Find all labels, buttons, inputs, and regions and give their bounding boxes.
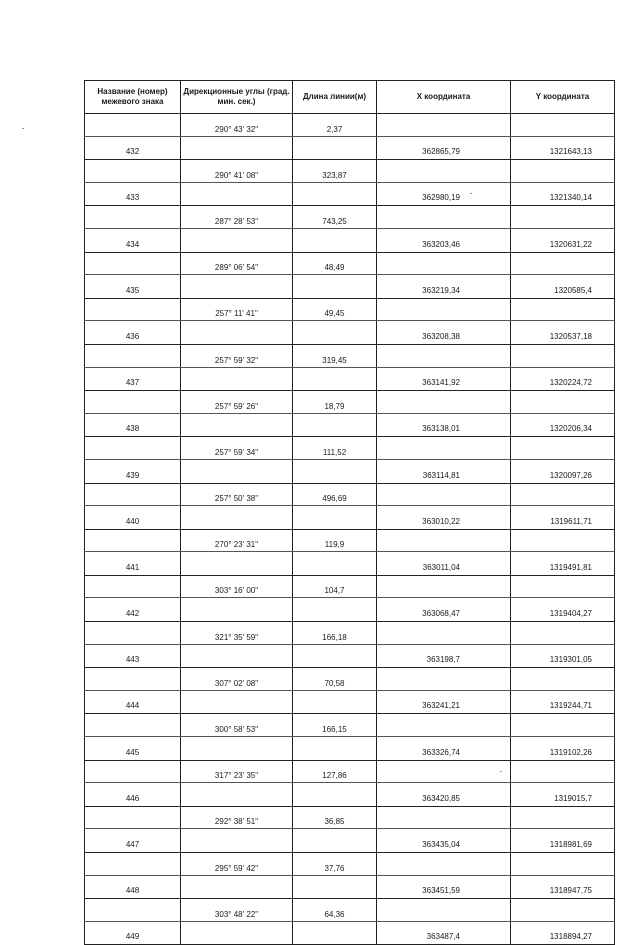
angle-cell: 303° 16' 00" xyxy=(181,575,293,598)
x-cell: 363241,21 xyxy=(377,690,511,714)
length-cell: 48,49 xyxy=(293,252,377,275)
length-cell xyxy=(293,921,377,945)
y-cell xyxy=(511,899,615,922)
y-cell: 1318894,27 xyxy=(511,921,615,945)
angle-cell: 287° 28' 53" xyxy=(181,206,293,229)
angle-cell: 257° 11' 41" xyxy=(181,298,293,321)
table-row-line xyxy=(85,575,615,598)
y-cell: 1319301,05 xyxy=(511,644,615,668)
x-cell: 363420,85 xyxy=(377,783,511,807)
x-cell xyxy=(377,437,511,460)
length-cell: 166,15 xyxy=(293,714,377,737)
angle-cell: 257° 50' 38" xyxy=(181,483,293,506)
name-cell xyxy=(85,575,181,598)
header-angle: Дирекционные углы (град. мин. сек.) xyxy=(181,81,293,114)
table-row-line xyxy=(85,899,615,922)
length-cell: 127,86 xyxy=(293,760,377,783)
length-cell: 49,45 xyxy=(293,298,377,321)
x-cell xyxy=(377,575,511,598)
name-cell xyxy=(85,437,181,460)
name-cell: 432 xyxy=(85,136,181,160)
x-cell: 363208,38 xyxy=(377,321,511,345)
y-cell: 1319491,81 xyxy=(511,552,615,576)
angle-cell: 289° 06' 54" xyxy=(181,252,293,275)
name-cell: 448 xyxy=(85,875,181,899)
y-cell: 1319244,71 xyxy=(511,690,615,714)
angle-cell xyxy=(181,228,293,252)
angle-cell xyxy=(181,506,293,530)
x-cell: 362980,19 xyxy=(377,182,511,206)
length-cell: 2,37 xyxy=(293,114,377,137)
header-name: Название (номер) межевого знака xyxy=(85,81,181,114)
length-cell xyxy=(293,136,377,160)
angle-cell xyxy=(181,921,293,945)
length-cell xyxy=(293,875,377,899)
x-cell: 363114,81 xyxy=(377,459,511,483)
angle-cell xyxy=(181,690,293,714)
length-cell xyxy=(293,644,377,668)
table-row-point xyxy=(85,367,615,391)
table-row-point xyxy=(85,228,615,252)
y-cell xyxy=(511,298,615,321)
x-cell xyxy=(377,622,511,645)
table-row-point xyxy=(85,644,615,668)
angle-cell xyxy=(181,783,293,807)
length-cell: 496,69 xyxy=(293,483,377,506)
name-cell: 438 xyxy=(85,413,181,437)
x-cell xyxy=(377,252,511,275)
x-cell: 363011,04 xyxy=(377,552,511,576)
name-cell xyxy=(85,483,181,506)
angle-cell xyxy=(181,182,293,206)
x-cell: 363010,22 xyxy=(377,506,511,530)
x-cell: 363138,01 xyxy=(377,413,511,437)
y-cell xyxy=(511,714,615,737)
name-cell: 447 xyxy=(85,829,181,853)
table-row-point xyxy=(85,783,615,807)
header-length: Длина линии(м) xyxy=(293,81,377,114)
length-cell xyxy=(293,459,377,483)
table-row-point xyxy=(85,690,615,714)
length-cell: 743,25 xyxy=(293,206,377,229)
name-cell xyxy=(85,298,181,321)
table-row-line xyxy=(85,437,615,460)
table-row-line xyxy=(85,252,615,275)
length-cell xyxy=(293,829,377,853)
table-row-line xyxy=(85,206,615,229)
table-row-point xyxy=(85,737,615,761)
table-row-point xyxy=(85,552,615,576)
y-cell: 1318981,69 xyxy=(511,829,615,853)
x-cell xyxy=(377,391,511,414)
angle-cell: 303° 48' 22" xyxy=(181,899,293,922)
table-row-point xyxy=(85,829,615,853)
y-cell xyxy=(511,806,615,829)
y-cell xyxy=(511,206,615,229)
scan-artifact xyxy=(22,128,24,129)
angle-cell: 257° 59' 34" xyxy=(181,437,293,460)
length-cell xyxy=(293,506,377,530)
table-row-line xyxy=(85,806,615,829)
name-cell: 441 xyxy=(85,552,181,576)
y-cell xyxy=(511,529,615,552)
y-cell xyxy=(511,622,615,645)
x-cell xyxy=(377,344,511,367)
length-cell xyxy=(293,690,377,714)
x-cell xyxy=(377,114,511,137)
x-cell xyxy=(377,483,511,506)
y-cell: 1319102,26 xyxy=(511,737,615,761)
angle-cell: 270° 23' 31" xyxy=(181,529,293,552)
table-row-line xyxy=(85,668,615,691)
x-cell: 363141,92 xyxy=(377,367,511,391)
name-cell: 434 xyxy=(85,228,181,252)
angle-cell xyxy=(181,275,293,299)
y-cell: 1320585,4 xyxy=(511,275,615,299)
x-cell xyxy=(377,668,511,691)
table-row-line xyxy=(85,344,615,367)
x-cell xyxy=(377,714,511,737)
x-cell xyxy=(377,298,511,321)
header-x: X координата xyxy=(377,81,511,114)
length-cell: 319,45 xyxy=(293,344,377,367)
y-cell xyxy=(511,483,615,506)
y-cell xyxy=(511,391,615,414)
x-cell xyxy=(377,806,511,829)
table-row-line xyxy=(85,622,615,645)
table-row-point xyxy=(85,921,615,945)
y-cell xyxy=(511,853,615,876)
angle-cell xyxy=(181,552,293,576)
name-cell: 440 xyxy=(85,506,181,530)
length-cell xyxy=(293,737,377,761)
table-row-line xyxy=(85,391,615,414)
table-row-point xyxy=(85,459,615,483)
name-cell: 446 xyxy=(85,783,181,807)
angle-cell: 307° 02' 08" xyxy=(181,668,293,691)
name-cell xyxy=(85,114,181,137)
name-cell xyxy=(85,206,181,229)
name-cell: 437 xyxy=(85,367,181,391)
x-cell xyxy=(377,760,511,783)
length-cell xyxy=(293,275,377,299)
name-cell: 449 xyxy=(85,921,181,945)
y-cell: 1319611,71 xyxy=(511,506,615,530)
angle-cell: 295° 59' 42" xyxy=(181,853,293,876)
angle-cell xyxy=(181,413,293,437)
table-row-point xyxy=(85,506,615,530)
angle-cell: 292° 38' 51" xyxy=(181,806,293,829)
name-cell: 445 xyxy=(85,737,181,761)
angle-cell xyxy=(181,737,293,761)
table-row-point xyxy=(85,275,615,299)
y-cell xyxy=(511,114,615,137)
name-cell: 436 xyxy=(85,321,181,345)
name-cell: 443 xyxy=(85,644,181,668)
length-cell: 37,76 xyxy=(293,853,377,876)
y-cell xyxy=(511,760,615,783)
name-cell xyxy=(85,806,181,829)
x-cell: 362865,79 xyxy=(377,136,511,160)
x-cell: 363451,59 xyxy=(377,875,511,899)
length-cell xyxy=(293,228,377,252)
length-cell: 111,52 xyxy=(293,437,377,460)
angle-cell xyxy=(181,875,293,899)
y-cell: 1319404,27 xyxy=(511,598,615,622)
y-cell xyxy=(511,252,615,275)
table-row-line xyxy=(85,853,615,876)
angle-cell: 257° 59' 26" xyxy=(181,391,293,414)
y-cell xyxy=(511,344,615,367)
header-y: Y координата xyxy=(511,81,615,114)
x-cell: 363487,4 xyxy=(377,921,511,945)
table-row-point xyxy=(85,598,615,622)
angle-cell xyxy=(181,367,293,391)
table-row-line xyxy=(85,760,615,783)
table-row-line xyxy=(85,298,615,321)
table-row-line xyxy=(85,160,615,183)
scan-artifact xyxy=(500,771,502,772)
y-cell: 1318947,75 xyxy=(511,875,615,899)
x-cell: 363068,47 xyxy=(377,598,511,622)
table-row-point xyxy=(85,875,615,899)
name-cell xyxy=(85,714,181,737)
x-cell xyxy=(377,160,511,183)
name-cell: 435 xyxy=(85,275,181,299)
length-cell: 104,7 xyxy=(293,575,377,598)
x-cell: 363326,74 xyxy=(377,737,511,761)
angle-cell: 290° 41' 08" xyxy=(181,160,293,183)
length-cell: 70,58 xyxy=(293,668,377,691)
table-row-point xyxy=(85,136,615,160)
angle-cell xyxy=(181,644,293,668)
x-cell: 363198,7 xyxy=(377,644,511,668)
name-cell xyxy=(85,344,181,367)
name-cell: 444 xyxy=(85,690,181,714)
y-cell xyxy=(511,160,615,183)
angle-cell xyxy=(181,321,293,345)
table-row-line xyxy=(85,483,615,506)
table-body xyxy=(85,114,615,945)
boundary-coordinates-table xyxy=(84,80,615,945)
name-cell xyxy=(85,622,181,645)
y-cell: 1320537,18 xyxy=(511,321,615,345)
name-cell xyxy=(85,760,181,783)
y-cell xyxy=(511,575,615,598)
name-cell xyxy=(85,668,181,691)
y-cell: 1319015,7 xyxy=(511,783,615,807)
angle-cell: 257° 59' 32" xyxy=(181,344,293,367)
y-cell: 1320631,22 xyxy=(511,228,615,252)
name-cell xyxy=(85,853,181,876)
x-cell xyxy=(377,529,511,552)
length-cell: 18,79 xyxy=(293,391,377,414)
table-row-line xyxy=(85,529,615,552)
length-cell: 323,87 xyxy=(293,160,377,183)
name-cell: 439 xyxy=(85,459,181,483)
y-cell: 1320097,26 xyxy=(511,459,615,483)
y-cell: 1320206,34 xyxy=(511,413,615,437)
x-cell: 363219,34 xyxy=(377,275,511,299)
name-cell: 433 xyxy=(85,182,181,206)
x-cell xyxy=(377,853,511,876)
y-cell xyxy=(511,437,615,460)
length-cell xyxy=(293,598,377,622)
y-cell: 1321643,13 xyxy=(511,136,615,160)
angle-cell xyxy=(181,136,293,160)
x-cell xyxy=(377,206,511,229)
table-row-point xyxy=(85,321,615,345)
y-cell: 1321340,14 xyxy=(511,182,615,206)
angle-cell xyxy=(181,598,293,622)
length-cell: 36,85 xyxy=(293,806,377,829)
table-row-line xyxy=(85,114,615,137)
table-row-point xyxy=(85,182,615,206)
angle-cell: 300° 58' 53" xyxy=(181,714,293,737)
length-cell xyxy=(293,367,377,391)
angle-cell: 317° 23' 35" xyxy=(181,760,293,783)
length-cell xyxy=(293,783,377,807)
length-cell xyxy=(293,552,377,576)
angle-cell: 321° 35' 59" xyxy=(181,622,293,645)
x-cell xyxy=(377,899,511,922)
scan-artifact xyxy=(470,193,472,194)
name-cell xyxy=(85,160,181,183)
name-cell xyxy=(85,899,181,922)
x-cell: 363203,46 xyxy=(377,228,511,252)
length-cell xyxy=(293,182,377,206)
name-cell: 442 xyxy=(85,598,181,622)
x-cell: 363435,04 xyxy=(377,829,511,853)
angle-cell: 290° 43' 32" xyxy=(181,114,293,137)
y-cell xyxy=(511,668,615,691)
length-cell: 119,9 xyxy=(293,529,377,552)
name-cell xyxy=(85,391,181,414)
length-cell xyxy=(293,321,377,345)
table-row-point xyxy=(85,413,615,437)
angle-cell xyxy=(181,829,293,853)
angle-cell xyxy=(181,459,293,483)
length-cell: 166,18 xyxy=(293,622,377,645)
y-cell: 1320224,72 xyxy=(511,367,615,391)
length-cell: 64,36 xyxy=(293,899,377,922)
name-cell xyxy=(85,529,181,552)
table-header-row xyxy=(85,81,615,114)
table-row-line xyxy=(85,714,615,737)
name-cell xyxy=(85,252,181,275)
length-cell xyxy=(293,413,377,437)
